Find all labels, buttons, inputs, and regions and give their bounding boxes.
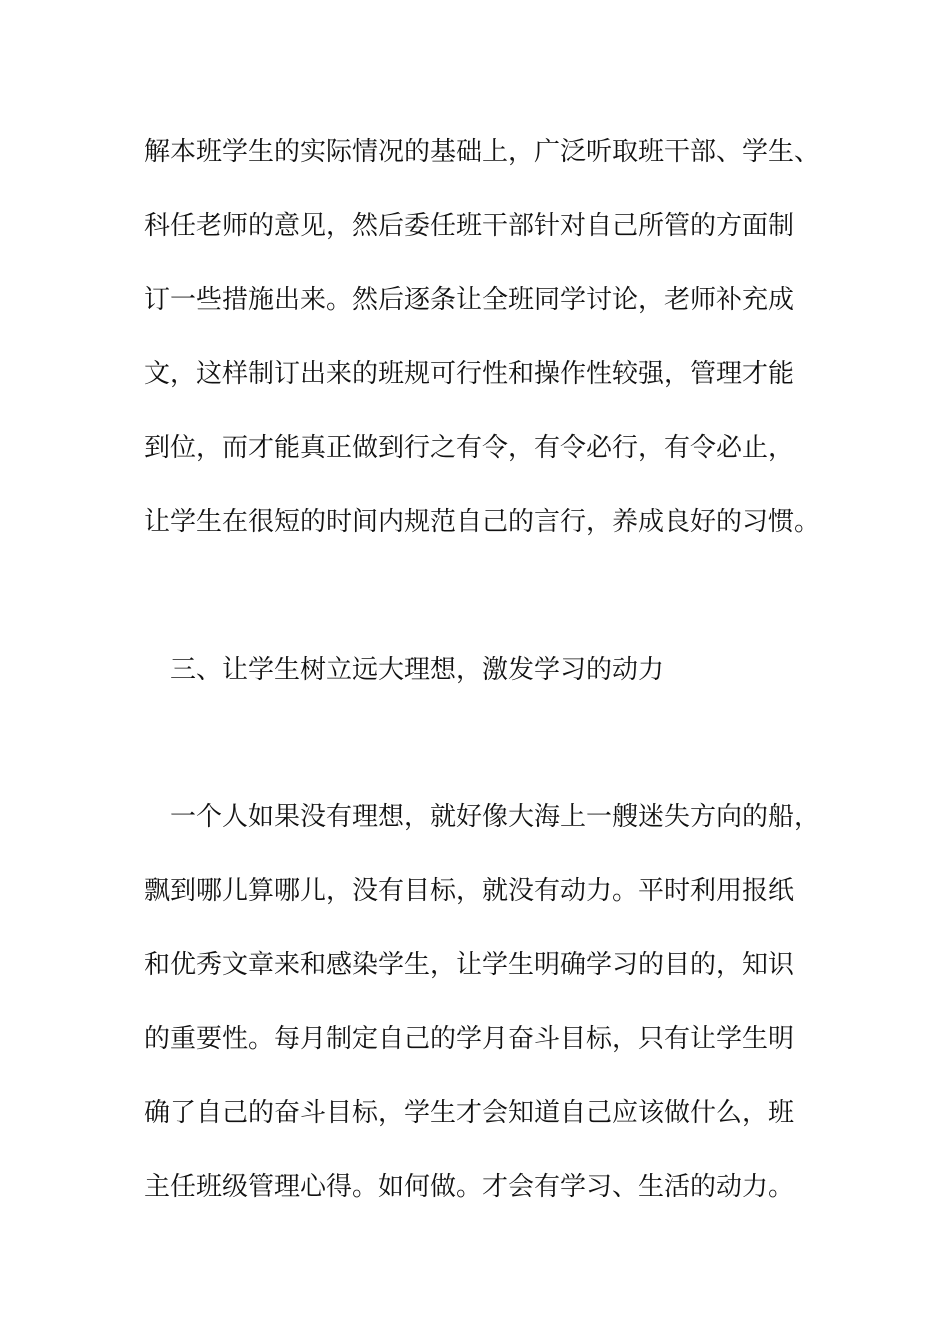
- paragraph-1-line-4: 文，这样制订出来的班规可行性和操作性较强，管理才能: [144, 359, 795, 389]
- paragraph-2-line-4: 的重要性。每月制定自己的学月奋斗目标，只有让学生明: [144, 1024, 795, 1054]
- paragraph-1-line-1: 解本班学生的实际情况的基础上，广泛听取班干部、学生、: [144, 137, 821, 167]
- paragraph-2-line-5: 确了自己的奋斗目标，学生才会知道自己应该做什么，班: [144, 1098, 795, 1128]
- paragraph-2-line-1: 一个人如果没有理想，就好像大海上一艘迷失方向的船，: [170, 802, 821, 832]
- section-heading: 三、让学生树立远大理想，激发学习的动力: [170, 655, 665, 685]
- paragraph-2-line-2: 飘到哪儿算哪儿，没有目标，就没有动力。平时利用报纸: [144, 876, 795, 906]
- paragraph-1-line-2: 科任老师的意见，然后委任班干部针对自己所管的方面制: [144, 211, 795, 241]
- paragraph-1-line-3: 订一些措施出来。然后逐条让全班同学讨论，老师补充成: [144, 285, 795, 315]
- paragraph-2-line-6: 主任班级管理心得。如何做。才会有学习、生活的动力。: [144, 1172, 795, 1202]
- paragraph-1-line-6: 让学生在很短的时间内规范自己的言行，养成良好的习惯。: [144, 507, 821, 537]
- paragraph-1-line-5: 到位，而才能真正做到行之有令，有令必行，有令必止，: [144, 433, 795, 463]
- paragraph-2-line-3: 和优秀文章来和感染学生，让学生明确学习的目的，知识: [144, 950, 795, 980]
